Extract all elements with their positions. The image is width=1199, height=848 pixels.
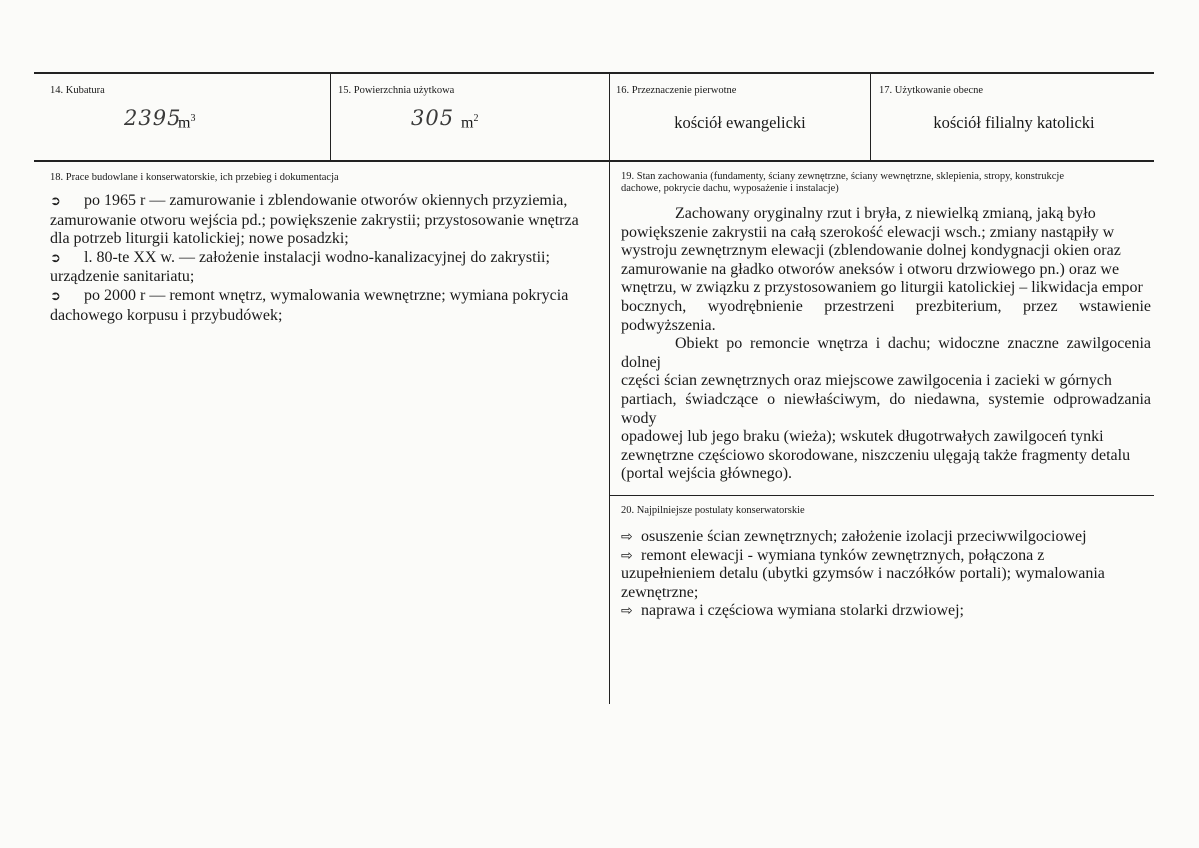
kubatura-value: 2395 [124,106,182,130]
postulaty-item: ⇨ osuszenie ścian zewnętrznych; założenie izolacji przeciwwilgociowej [621,528,1087,545]
prace-item-line: dachowego korpusu i przybudówek; [50,306,283,324]
powierzchnia-value: 305 [411,106,455,130]
stan-line: (portal wejścia głównego). [621,465,793,483]
prace-label: 18. Prace budowlane i konserwatorskie, ich przebieg i dokumentacja [50,172,339,183]
top-border [34,72,1154,74]
stan-line: bocznych, wyodrębnienie przestrzeni prezbiterium, przez wstawienie podwyższenia. [621,297,1151,334]
stan-line: zamurowanie na gładko otworów aneksów i otworu drzwiowego pn.) oraz we [621,260,1120,278]
kubatura-label: 14. Kubatura [50,85,105,96]
przeznaczenie-value: kościół ewangelicki [674,113,806,132]
prace-text [50,192,595,325]
col-divider-3 [870,72,871,161]
postulaty-item: ⇨ naprawa i częściowa wymiana stolarki drzwiowej; [621,602,964,620]
arrow-icon: ➲ [50,250,61,266]
stan-line: części ścian zewnętrznych oraz miejscowe zawilgocenia i zacieki w górnych [621,372,1112,390]
prace-item: ➲ l. 80-te XX w. — założenie instalacji wodno-kanalizacyjnej do zakrystii; [50,249,595,269]
arrow-icon: ➲ [50,194,61,209]
postulaty-item-line: uzupełnieniem detalu (ubytki gzymsów i naczółków portali); wymalowania [621,565,1105,583]
stan-line: wystroju zewnętrznym elewacji (zblendowanie dolnej kondygnacji okien oraz [621,242,1121,260]
uzytkowanie-value: kościół filialny katolicki [933,113,1095,132]
kubatura-unit: $m^3$ [178,113,196,132]
stan-line: partiach, świadczące o niewłaściwym, do niedawna, systemie odprowadzania wody [621,390,1151,427]
postulaty-item: ⇨ remont elewacji - wymiana tynków zewnętrznych, połączona z [621,546,1045,564]
przeznaczenie-label: 16. Przeznaczenie pierwotne [616,85,737,96]
powierzchnia-label: 15. Powierzchnia użytkowa [338,85,455,96]
stan-text [621,205,1151,484]
stan-line: wnętrzu, w związku z przystosowaniem go liturgii katolickiej – likwidacja empor [621,279,1143,297]
stan-label-line: 19. Stan zachowania (fundamenty, ściany zewnętrzne, ściany wewnętrzne, sklepienia, stropy, konstrukcje [621,171,1064,182]
stan-line: zewnętrzne częściowo skorodowane, niszczeniu ulęgają także fragmenty detalu [621,446,1131,464]
section-divider-20 [609,495,1154,496]
col-divider-2 [609,72,610,704]
row-divider [34,160,1154,162]
prace-item-line: zamurowanie otworu wejścia pd.; powiększenie zakrystii; przystosowanie wnętrza [50,211,579,229]
stan-line: opadowej lub jego braku (wieża); wskutek długotrwałych zawilgoceń tynki [621,428,1104,446]
uzytkowanie-label: 17. Użytkowanie obecne [879,85,984,96]
stan-line: powiększenie zakrystii na całą szerokość elewacji wsch.; zmiany nastąpiły w [621,223,1115,241]
postulaty-label: 20. Najpilniejsze postulaty konserwatorskie [621,505,805,516]
col-divider-1 [330,72,331,161]
prace-item: ➲ po 2000 r — remont wnętrz, wymalowania wewnętrzne; wymiana pokrycia [50,287,595,307]
stan-label [621,171,1151,195]
arrow-right-icon: ⇨ [621,547,633,564]
prace-item-line: urządzenie sanitariatu; [50,268,195,286]
postulaty-item-line: zewnętrzne; [621,583,699,601]
postulaty-text [621,528,1151,621]
stan-line: Zachowany oryginalny rzut i bryła, z niewielką zmianą, jaką było [675,205,1096,222]
stan-label-line: dachowe, pokrycie dachu, wyposażenie i instalacje) [621,183,839,194]
stan-line: Obiekt po remoncie wnętrza i dachu; widoczne znaczne zawilgocenia dolnej [621,335,1151,371]
arrow-right-icon: ⇨ [621,603,633,620]
arrow-right-icon: ⇨ [621,529,633,545]
prace-item: ➲ po 1965 r — zamurowanie i zblendowanie otworów okiennych przyziemia, [50,192,595,212]
prace-item-line: dla potrzeb liturgii katolickiej; nowe posadzki; [50,230,349,248]
powierzchnia-unit: $m^2$ [461,113,479,132]
arrow-icon: ➲ [50,288,61,304]
